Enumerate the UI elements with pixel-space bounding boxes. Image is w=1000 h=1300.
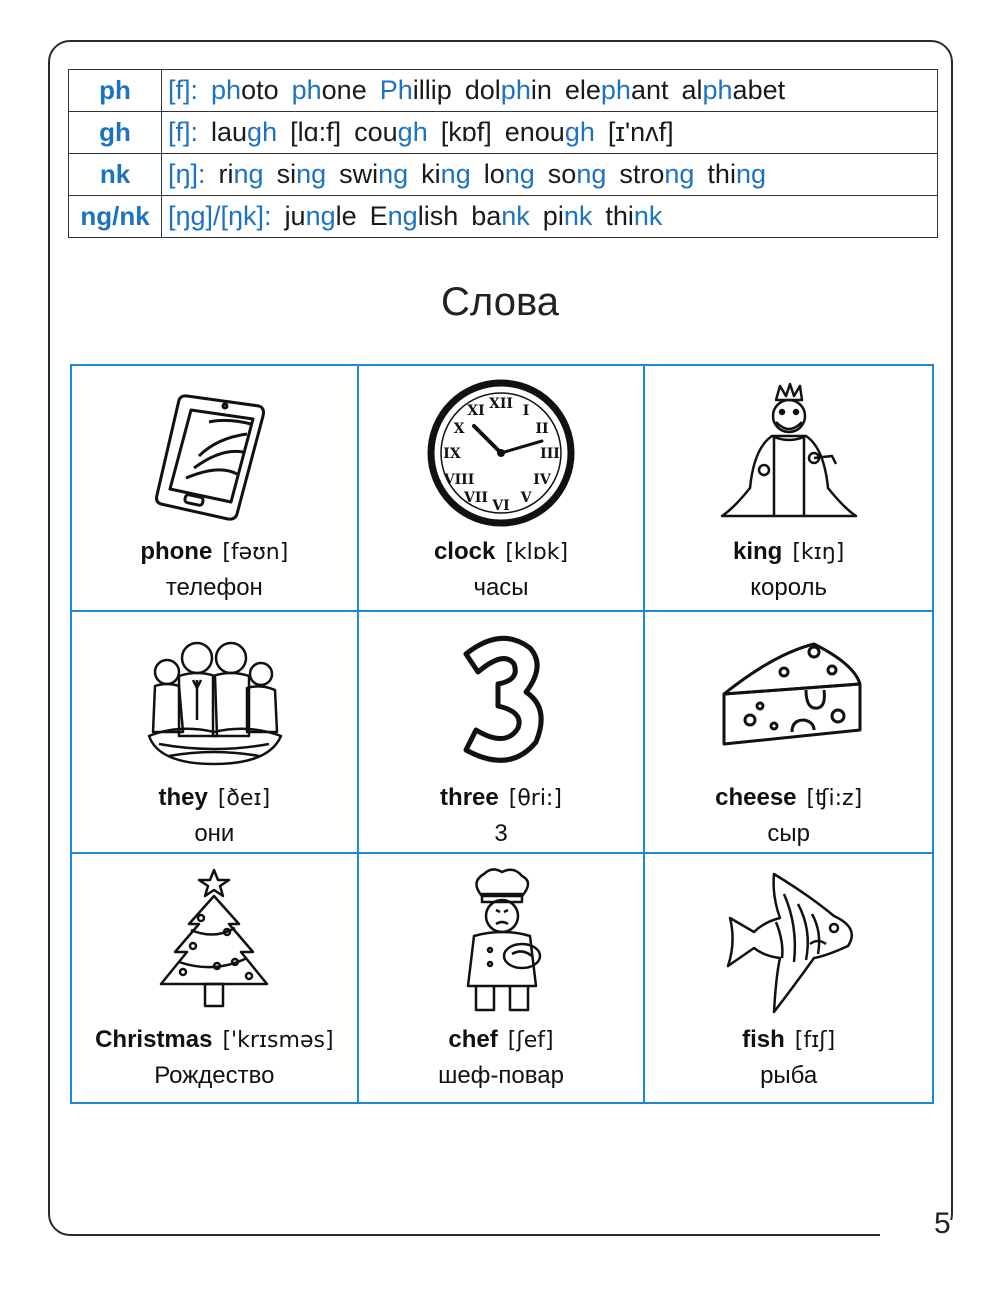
- card-word-line: [359, 538, 644, 566]
- word-fragment: lo: [483, 159, 505, 189]
- example-word: [370, 201, 459, 231]
- rule-sound: [ŋg]/[ŋk]:: [168, 201, 272, 231]
- word-fragment: lau: [211, 117, 248, 147]
- card-word-line: [72, 784, 357, 812]
- word-card: [72, 612, 359, 854]
- word-fragment: al: [681, 75, 703, 105]
- example-word: [339, 159, 408, 189]
- highlighted-letters: nk: [633, 201, 663, 231]
- card-word: they: [158, 784, 208, 811]
- highlighted-letters: ph: [500, 75, 531, 105]
- rule-letters: ph: [69, 70, 162, 112]
- word-fragment: pi: [542, 201, 564, 231]
- card-translation: 3: [494, 820, 508, 847]
- card-transcription: [θri:]: [508, 786, 562, 811]
- svg-text:IV: IV: [533, 472, 551, 488]
- card-translation: часы: [473, 574, 529, 601]
- rule-letters: ng/nk: [69, 196, 162, 238]
- highlighted-letters: ng: [296, 159, 327, 189]
- svg-text:IX: IX: [443, 446, 461, 462]
- word-card: [645, 612, 932, 854]
- word-fragment: thi: [605, 201, 634, 231]
- example-word: [211, 75, 279, 105]
- card-translation: телефон: [165, 574, 263, 601]
- highlighted-letters: gh: [564, 117, 595, 147]
- word-fragment: ri: [218, 159, 234, 189]
- chef-icon: [426, 866, 576, 1016]
- christmas-tree-icon: [139, 866, 289, 1016]
- highlighted-letters: gh: [397, 117, 428, 147]
- card-word-line: [359, 784, 644, 812]
- card-transcription: [ðeɪ]: [217, 786, 271, 811]
- card-word-line: [72, 538, 357, 566]
- word-card: [72, 854, 359, 1102]
- example-word: [465, 75, 552, 105]
- rule-row: [69, 112, 938, 154]
- highlighted-letters: ng: [305, 201, 336, 231]
- rule-sound: [ŋ]:: [168, 159, 206, 189]
- rule-sound: [f]:: [168, 75, 199, 105]
- highlighted-letters: ph: [211, 75, 242, 105]
- word-fragment: abet: [732, 75, 786, 105]
- rule-letters: nk: [69, 154, 162, 196]
- rule-row: [69, 70, 938, 112]
- svg-text:VIII: VIII: [443, 472, 475, 488]
- clock-icon: [426, 378, 576, 528]
- word-fragment: ki: [421, 159, 441, 189]
- card-word-line: [72, 1026, 357, 1054]
- word-fragment: swi: [339, 159, 379, 189]
- phonics-rules-table: [68, 69, 938, 238]
- word-card: [645, 366, 932, 612]
- word-fragment: in: [530, 75, 552, 105]
- example-word: [211, 117, 277, 147]
- highlighted-letters: nk: [563, 201, 593, 231]
- word-fragment: [ɪ'nʌf]: [607, 117, 674, 147]
- phone-icon: [139, 378, 289, 528]
- card-transcription: [fɪʃ]: [794, 1028, 836, 1053]
- word-fragment: ju: [284, 201, 306, 231]
- word-fragment: le: [335, 201, 357, 231]
- card-word: cheese: [715, 784, 797, 811]
- example-word: [505, 117, 595, 147]
- card-translation: шеф-повар: [438, 1062, 564, 1089]
- word-fragment: [kɒf]: [440, 117, 492, 147]
- word-fragment: ele: [564, 75, 601, 105]
- word-fragment: cou: [354, 117, 398, 147]
- card-translation: они: [194, 820, 235, 847]
- word-fragment: E: [369, 201, 388, 231]
- card-translation: сыр: [767, 820, 810, 847]
- card-word: king: [732, 538, 783, 565]
- word-fragment: enou: [504, 117, 565, 147]
- family-icon: [139, 624, 289, 774]
- word-fragment: illip: [412, 75, 452, 105]
- rule-examples: [162, 154, 938, 196]
- card-word: fish: [742, 1026, 785, 1053]
- rule-row: [69, 196, 938, 238]
- rule-examples: [162, 112, 938, 154]
- highlighted-letters: ng: [440, 159, 471, 189]
- word-fragment: ba: [471, 201, 502, 231]
- word-card: [359, 366, 646, 612]
- highlighted-letters: ng: [735, 159, 766, 189]
- svg-text:III: III: [540, 446, 560, 462]
- card-transcription: [ʧi:z]: [806, 786, 863, 811]
- example-word: [543, 201, 593, 231]
- word-fragment: oto: [241, 75, 279, 105]
- example-word: [277, 159, 327, 189]
- card-word-line: [359, 1026, 644, 1054]
- example-word: [290, 117, 341, 147]
- rule-sound: [f]:: [168, 117, 199, 147]
- svg-text:XI: XI: [467, 403, 485, 419]
- card-word: three: [440, 784, 499, 811]
- svg-text:I: I: [522, 403, 530, 419]
- example-word: [565, 75, 669, 105]
- word-fragment: dol: [464, 75, 501, 105]
- section-title: Слова: [441, 280, 559, 324]
- card-transcription: ['krɪsməs]: [222, 1028, 334, 1053]
- rule-letters: gh: [69, 112, 162, 154]
- highlighted-letters: Ph: [379, 75, 413, 105]
- cheese-icon: [714, 624, 864, 774]
- example-word: [548, 159, 607, 189]
- highlighted-letters: ph: [291, 75, 322, 105]
- highlighted-letters: ng: [664, 159, 695, 189]
- rule-examples: [162, 196, 938, 238]
- example-word: [608, 117, 674, 147]
- card-translation: король: [750, 574, 828, 601]
- card-word: chef: [448, 1026, 498, 1053]
- example-word: [605, 201, 662, 231]
- fish-icon: [714, 866, 864, 1016]
- card-translation: Рождество: [154, 1062, 275, 1089]
- highlighted-letters: gh: [247, 117, 278, 147]
- svg-text:XII: XII: [489, 396, 513, 412]
- highlighted-letters: ng: [387, 201, 418, 231]
- word-card: [645, 854, 932, 1102]
- rule-examples: [162, 70, 938, 112]
- card-transcription: [klɒk]: [505, 540, 569, 565]
- word-fragment: si: [276, 159, 297, 189]
- example-word: [707, 159, 766, 189]
- number-three-icon: [426, 624, 576, 774]
- card-word: clock: [433, 538, 496, 565]
- example-word: [219, 159, 264, 189]
- highlighted-letters: ph: [600, 75, 631, 105]
- example-word: [441, 117, 492, 147]
- card-word-line: [645, 784, 932, 812]
- svg-text:V: V: [520, 490, 532, 506]
- card-transcription: [ʃef]: [507, 1028, 554, 1053]
- highlighted-letters: ng: [378, 159, 409, 189]
- card-word-line: [645, 538, 932, 566]
- highlighted-letters: ng: [576, 159, 607, 189]
- card-transcription: [fəʊn]: [222, 540, 289, 565]
- example-word: [292, 75, 367, 105]
- page-number: 5: [934, 1207, 951, 1240]
- word-card: [359, 854, 646, 1102]
- example-word: [471, 201, 530, 231]
- word-card: [72, 366, 359, 612]
- highlighted-letters: nk: [501, 201, 530, 231]
- card-word: Christmas: [95, 1026, 213, 1053]
- example-word: [619, 159, 694, 189]
- word-cards-grid: [70, 364, 934, 1104]
- example-word: [380, 75, 452, 105]
- svg-text:VI: VI: [492, 498, 510, 514]
- word-fragment: ant: [630, 75, 669, 105]
- word-fragment: so: [547, 159, 577, 189]
- example-word: [354, 117, 428, 147]
- card-transcription: [kɪŋ]: [792, 540, 845, 565]
- highlighted-letters: ng: [233, 159, 264, 189]
- example-word: [285, 201, 357, 231]
- example-word: [484, 159, 535, 189]
- word-fragment: lish: [417, 201, 459, 231]
- highlighted-letters: ng: [504, 159, 535, 189]
- card-translation: рыба: [760, 1062, 818, 1089]
- word-card: [359, 612, 646, 854]
- svg-text:II: II: [535, 421, 549, 437]
- example-word: [681, 75, 785, 105]
- card-word: phone: [140, 538, 213, 565]
- highlighted-letters: ph: [702, 75, 733, 105]
- svg-text:VII: VII: [464, 490, 488, 506]
- svg-text:X: X: [453, 421, 465, 437]
- word-fragment: stro: [619, 159, 665, 189]
- king-icon: [714, 378, 864, 528]
- word-fragment: one: [321, 75, 367, 105]
- card-word-line: [645, 1026, 932, 1054]
- example-word: [421, 159, 471, 189]
- word-fragment: thi: [707, 159, 736, 189]
- word-fragment: [lɑ:f]: [290, 117, 342, 147]
- rule-row: [69, 154, 938, 196]
